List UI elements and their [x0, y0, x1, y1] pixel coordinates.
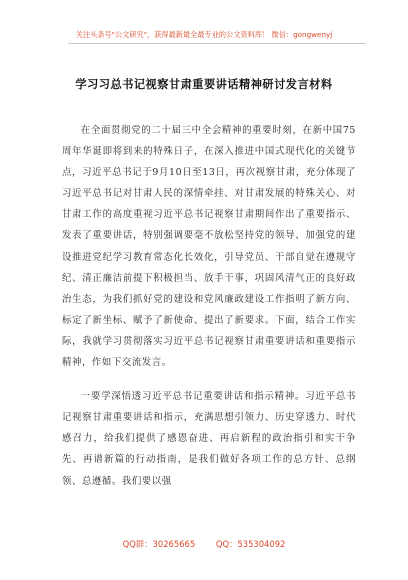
document-body [62, 120, 356, 505]
paragraph-2: 一要学深悟透习近平总书记重要讲话和指示精神。习近平总书记视察甘肃重要讲话和指示，充满思想引领力、历史穿透力、时代感召力，给我们提供了感恩奋进、再启新程的政治指引和实干争先、再谱新篇的行动指南，是我们做好各项工作的总方针、总纲领、总遵循。我们要以强 [62, 391, 356, 487]
paragraph-1: 在全面贯彻党的二十届三中全会精神的重要时刻，在新中国75周年华诞即将到来的特殊日子，在深入推进中国式现代化的关键节点，习近平总书记于9月10日至13日，再次视察甘肃，充分体现了习近平总书记对甘肃人民的深情牵挂、对甘肃发展的特殊关心、对甘肃工作的高度重视习近平总书记视察甘肃期间作出了重要指示、发表了重要讲话，特别强调要毫不放松坚持党的领导、加强党的建设推进党纪学习教育常态化长效化，引导党员、干部自觉在遵规守纪、清正廉洁前提下积极担当、放手干事，巩固风清气正的良好政治生态，为我们抓好党的建设和党风廉政建设工作指明了新方向、标定了新坐标、赋予了新使命、提出了新要求。下面，结合工作实际，我就学习贯彻落实习近平总书记视察甘肃重要讲话和重要指示精神，作如下交流发言。 [62, 125, 356, 369]
footer-qq: QQ：535304092 [215, 539, 286, 549]
header-divider [68, 43, 366, 44]
header-note: 关注头条号"公文研究"，获得最新最全最专业的公文资料库！ 微信：gongwenyj [75, 30, 333, 39]
footer-qq-group: QQ群：30265665 [122, 539, 196, 549]
footer-contact [0, 538, 408, 550]
document-title: 学习习总书记视察甘肃重要讲话精神研讨发言材料 [75, 77, 333, 91]
